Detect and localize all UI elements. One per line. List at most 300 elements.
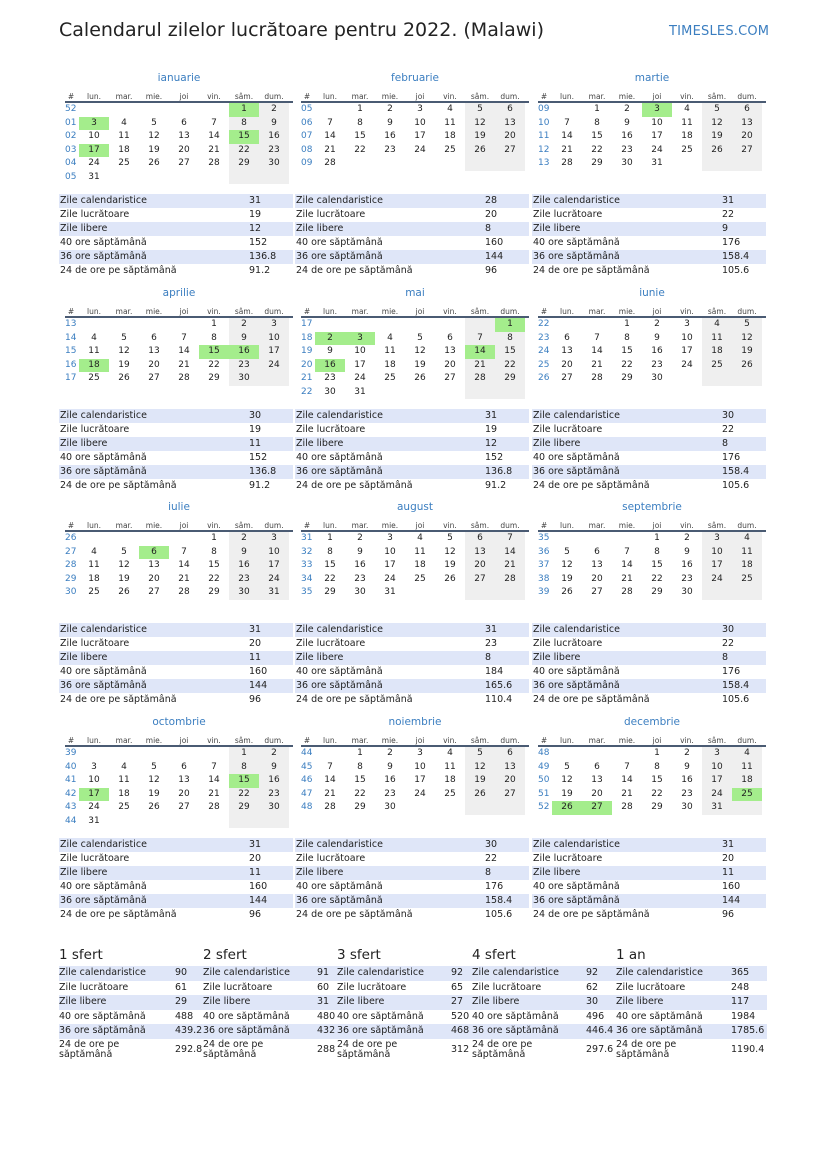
day-cell: 29 [229, 157, 259, 171]
day-cell: 11 [702, 332, 732, 346]
day-cell: 2 [229, 318, 259, 332]
week-number: 06 [301, 117, 313, 128]
day-cell: 21 [591, 359, 603, 370]
day-cell: 4 [447, 748, 453, 758]
week-number: 24 [538, 346, 550, 356]
week-number: 07 [301, 131, 313, 141]
day-cell: 18 [444, 775, 456, 785]
week-number: 29 [65, 573, 77, 584]
day-cell: 9 [684, 546, 690, 557]
stats-label: 24 de ore pe săptămână [296, 694, 413, 705]
empty-day-cell [79, 103, 109, 117]
day-cell: 21 [465, 359, 495, 373]
weekday-header: sâm. [234, 92, 254, 101]
stats-label: 36 ore săptămână [533, 466, 620, 477]
week-number: 01 [65, 117, 77, 128]
weekday-header: joi [179, 307, 189, 316]
day-cell: 16 [259, 774, 289, 788]
stats-label: Zile libere [296, 867, 344, 878]
day-cell: 18 [88, 573, 100, 584]
day-cell: 18 [732, 559, 762, 573]
weekday-header: joi [652, 92, 662, 101]
day-cell: 23 [324, 373, 336, 383]
day-cell: 7 [181, 332, 187, 343]
day-cell: 7 [327, 117, 333, 128]
day-cell: 29 [229, 801, 259, 815]
stats-label: Zile libere [533, 223, 581, 234]
day-cell: 5 [564, 546, 570, 557]
stats-row [532, 208, 766, 222]
weekday-header: joi [652, 521, 662, 530]
weekday-header: mar. [588, 92, 606, 101]
day-cell: 24 [702, 788, 732, 802]
empty-day-cell [672, 157, 702, 171]
week-row [65, 144, 293, 158]
day-cell: 21 [324, 788, 336, 799]
day-cell: 13 [444, 346, 456, 356]
week-row [301, 345, 529, 359]
day-cell: 20 [495, 774, 525, 788]
stats-row [59, 479, 293, 493]
stats-row [532, 866, 766, 880]
day-cell: 26 [414, 373, 426, 383]
day-cell: 23 [681, 788, 693, 799]
week-number: 31 [301, 533, 313, 543]
day-cell: 30 [259, 801, 289, 815]
stats-value: 176 [722, 452, 741, 463]
day-cell: 14 [495, 546, 525, 560]
holiday-day-cell: 26 [552, 801, 582, 815]
month-title: ianuarie [157, 72, 201, 84]
stats-label: Zile calendaristice [60, 195, 147, 206]
week-row [538, 318, 766, 332]
stats-row [59, 465, 293, 479]
stats-row [59, 409, 293, 423]
stats-value: 20 [485, 209, 498, 220]
summary-row [337, 1010, 481, 1025]
summary-value: 468 [451, 1025, 470, 1036]
weekday-header: mie. [145, 736, 163, 745]
week-number: 34 [301, 573, 313, 584]
weekday-header: vin. [680, 307, 694, 316]
summary-block [59, 944, 203, 1063]
week-row [538, 532, 766, 546]
summary-label: 36 ore săptămână [472, 1025, 559, 1036]
empty-day-cell [109, 747, 139, 761]
day-cell: 12 [118, 560, 130, 570]
day-cell: 20 [148, 359, 160, 370]
weekday-header-row [301, 734, 529, 747]
stats-value: 96 [722, 909, 735, 920]
week-number: 22 [538, 319, 550, 329]
week-number: 52 [65, 104, 77, 114]
day-cell: 13 [591, 775, 603, 785]
stats-value: 11 [722, 867, 735, 878]
day-cell: 14 [178, 560, 190, 570]
day-cell: 6 [594, 761, 600, 772]
day-cell: 17 [702, 774, 732, 788]
day-cell: 19 [732, 345, 762, 359]
day-cell: 1 [327, 533, 333, 543]
stats-value: 96 [249, 909, 262, 920]
week-number: 05 [65, 171, 77, 182]
stats-label: Zile libere [296, 652, 344, 663]
stats-value: 30 [485, 839, 498, 850]
day-cell: 27 [732, 144, 762, 158]
day-cell: 12 [732, 332, 762, 346]
week-number-header: # [67, 736, 75, 745]
stats-value: 110.4 [485, 694, 513, 705]
day-cell: 7 [181, 546, 187, 557]
empty-day-cell [199, 747, 229, 761]
stats-value: 20 [722, 853, 735, 864]
day-cell: 4 [684, 104, 690, 114]
stats-row [59, 651, 293, 665]
empty-day-cell [495, 801, 525, 815]
summary-value: 30 [586, 996, 599, 1007]
month-day-grid [538, 519, 766, 600]
weekday-header: dum. [500, 521, 520, 530]
stats-value: 105.6 [722, 694, 750, 705]
summary-value: 496 [586, 1010, 605, 1022]
weekday-header: lun. [560, 521, 574, 530]
weekday-header: dum. [264, 92, 284, 101]
week-row [301, 359, 529, 373]
week-number: 49 [538, 761, 550, 772]
summary-value: 488 [175, 1010, 194, 1022]
day-cell: 9 [624, 117, 630, 128]
summary-row [472, 1039, 616, 1063]
empty-day-cell [139, 747, 169, 761]
stats-row [532, 852, 766, 866]
day-cell: 12 [148, 131, 160, 141]
week-row [65, 332, 293, 346]
weekday-header: dum. [737, 521, 757, 530]
day-cell: 6 [495, 747, 525, 761]
week-number: 09 [301, 158, 313, 168]
summary-value: 432 [317, 1025, 336, 1036]
summary-label: 40 ore săptămână [59, 1010, 146, 1022]
day-cell: 26 [118, 587, 130, 597]
day-cell: 10 [702, 546, 732, 560]
day-cell: 2 [259, 103, 289, 117]
week-row [538, 157, 766, 171]
day-cell: 17 [414, 775, 426, 785]
week-number: 20 [301, 359, 313, 370]
week-row [65, 157, 293, 171]
stats-row [295, 236, 529, 250]
summary-row [337, 966, 481, 981]
day-cell: 20 [444, 359, 456, 370]
weekday-header: sâm. [707, 92, 727, 101]
day-cell: 14 [561, 131, 573, 141]
weekday-header: dum. [500, 307, 520, 316]
week-number: 15 [65, 346, 77, 356]
day-cell: 17 [681, 346, 693, 356]
month-stats-table [532, 838, 766, 922]
stats-label: 40 ore săptămână [60, 666, 147, 677]
stats-label: Zile calendaristice [60, 839, 147, 850]
stats-row [295, 908, 529, 922]
day-cell: 15 [354, 131, 366, 141]
summary-row [59, 966, 203, 981]
summary-value: 117 [731, 996, 750, 1007]
stats-label: 24 de ore pe săptămână [60, 480, 177, 491]
empty-day-cell [139, 171, 169, 185]
week-row [301, 559, 529, 573]
weekday-header: lun. [87, 736, 101, 745]
summary-title: 1 sfert [59, 947, 103, 963]
day-cell: 8 [495, 332, 525, 346]
stats-value: 30 [722, 624, 735, 635]
weekday-header: dum. [737, 736, 757, 745]
holiday-day-cell: 1 [229, 103, 259, 117]
summary-value: 520 [451, 1010, 470, 1022]
day-cell: 11 [732, 761, 762, 775]
day-cell: 2 [684, 748, 690, 758]
stats-row [532, 236, 766, 250]
week-row [65, 815, 293, 829]
empty-day-cell [345, 318, 375, 332]
weekday-header: vin. [443, 736, 457, 745]
empty-day-cell [199, 171, 229, 185]
day-cell: 1 [211, 533, 217, 543]
empty-day-cell [465, 157, 495, 171]
week-number: 22 [301, 386, 313, 397]
summary-label: Zile lucrătoare [203, 981, 273, 993]
week-number-header: # [67, 307, 75, 316]
week-row [538, 747, 766, 761]
summary-value: 27 [451, 996, 464, 1007]
weekday-header: lun. [560, 736, 574, 745]
day-cell: 11 [118, 131, 130, 141]
month-day-grid [65, 90, 293, 184]
weekday-header: mar. [351, 307, 369, 316]
summary-row [203, 1010, 347, 1025]
day-cell: 7 [465, 332, 495, 346]
day-cell: 7 [211, 117, 217, 128]
day-cell: 27 [148, 373, 160, 383]
week-number: 32 [301, 546, 313, 557]
day-cell: 6 [495, 103, 525, 117]
day-cell: 5 [702, 103, 732, 117]
summary-label: 24 de ore pe săptămână [616, 1038, 677, 1060]
day-cell: 9 [259, 117, 289, 131]
week-number-header: # [303, 307, 311, 316]
day-cell: 19 [465, 130, 495, 144]
weekday-header-row [538, 734, 766, 747]
day-cell: 14 [591, 346, 603, 356]
day-cell: 25 [118, 158, 130, 168]
week-row [301, 788, 529, 802]
week-number: 51 [538, 788, 550, 799]
empty-day-cell [315, 747, 345, 761]
stats-row [295, 479, 529, 493]
day-cell: 7 [594, 332, 600, 343]
week-row [65, 117, 293, 131]
summary-label: Zile lucrătoare [337, 981, 407, 993]
day-cell: 9 [327, 346, 333, 356]
day-cell: 10 [259, 332, 289, 346]
weekday-header: mie. [381, 521, 399, 530]
day-cell: 16 [621, 131, 633, 141]
week-number: 17 [301, 319, 313, 329]
day-cell: 31 [702, 801, 732, 815]
day-cell: 28 [324, 802, 336, 812]
stats-label: 24 de ore pe săptămână [533, 480, 650, 491]
day-cell: 30 [384, 802, 396, 812]
day-cell: 7 [624, 546, 630, 557]
day-cell: 30 [229, 586, 259, 600]
stats-label: Zile lucrătoare [296, 209, 366, 220]
summary-label: 24 de ore pe săptămână [472, 1038, 533, 1060]
week-number: 35 [538, 533, 550, 543]
month-title: octombrie [152, 716, 206, 728]
week-number: 50 [538, 775, 550, 785]
stats-value: 160 [485, 237, 504, 248]
stats-row [59, 623, 293, 637]
day-cell: 4 [91, 546, 97, 557]
stats-row [295, 866, 529, 880]
empty-day-cell [259, 372, 289, 386]
stats-row [295, 838, 529, 852]
summary-label: Zile lucrătoare [472, 981, 542, 993]
weekday-header-row [65, 734, 293, 747]
empty-day-cell [169, 815, 199, 829]
day-cell: 8 [327, 546, 333, 557]
empty-day-cell [582, 747, 612, 761]
day-cell: 13 [148, 560, 160, 570]
day-cell: 5 [564, 761, 570, 772]
day-cell: 15 [495, 345, 525, 359]
day-cell: 31 [354, 386, 366, 397]
day-cell: 8 [654, 761, 660, 772]
day-cell: 29 [208, 373, 220, 383]
weekday-header: mar. [115, 92, 133, 101]
weekday-header: sâm. [470, 92, 490, 101]
day-cell: 12 [561, 775, 573, 785]
stats-row [59, 838, 293, 852]
day-cell: 14 [621, 560, 633, 570]
summary-value: 292.8 [175, 1043, 203, 1055]
week-number: 40 [65, 761, 77, 772]
day-cell: 5 [465, 747, 495, 761]
month-title: decembrie [624, 716, 680, 728]
day-cell: 17 [414, 131, 426, 141]
day-cell: 12 [702, 117, 732, 131]
stats-row [295, 423, 529, 437]
day-cell: 14 [208, 131, 220, 141]
day-cell: 19 [561, 573, 573, 584]
week-row [301, 318, 529, 332]
day-cell: 2 [654, 319, 660, 329]
stats-row [532, 651, 766, 665]
day-cell: 3 [702, 532, 732, 546]
stats-row [59, 665, 293, 679]
summary-value: 91 [317, 967, 330, 978]
day-cell: 18 [414, 560, 426, 570]
day-cell: 9 [387, 761, 393, 772]
day-cell: 27 [148, 587, 160, 597]
stats-value: 152 [485, 452, 504, 463]
stats-row [532, 423, 766, 437]
empty-day-cell [199, 815, 229, 829]
empty-day-cell [375, 386, 405, 400]
day-cell: 9 [684, 761, 690, 772]
week-number-header: # [303, 92, 311, 101]
stats-row [295, 623, 529, 637]
summary-row [59, 1024, 203, 1039]
day-cell: 26 [561, 587, 573, 597]
weekday-header: sâm. [470, 736, 490, 745]
day-cell: 28 [621, 802, 633, 812]
summary-label: 36 ore săptămână [337, 1025, 424, 1036]
day-cell: 21 [621, 573, 633, 584]
week-number: 11 [538, 131, 550, 141]
empty-day-cell [405, 801, 435, 815]
summary-label: 36 ore săptămână [59, 1025, 146, 1036]
weekday-header: dum. [264, 521, 284, 530]
summary-value: 446.4 [586, 1025, 614, 1036]
summary-row [203, 1039, 347, 1063]
week-number: 41 [65, 775, 77, 785]
weekday-header: mar. [588, 736, 606, 745]
empty-day-cell [405, 386, 435, 400]
day-cell: 13 [465, 546, 495, 560]
holiday-day-cell: 6 [139, 546, 169, 560]
stats-label: 24 de ore pe săptămână [533, 265, 650, 276]
day-cell: 5 [417, 332, 423, 343]
day-cell: 21 [178, 359, 190, 370]
week-number: 18 [301, 332, 313, 343]
day-cell: 26 [702, 144, 732, 158]
week-number: 30 [65, 587, 77, 597]
day-cell: 10 [88, 131, 100, 141]
week-number: 02 [65, 131, 77, 141]
month-title: martie [634, 72, 670, 84]
stats-row [59, 222, 293, 236]
week-number: 45 [301, 761, 313, 772]
day-cell: 16 [651, 346, 663, 356]
stats-row [532, 838, 766, 852]
day-cell: 8 [211, 332, 217, 343]
empty-day-cell [229, 815, 259, 829]
summary-row [203, 995, 347, 1010]
day-cell: 10 [88, 775, 100, 785]
stats-label: 36 ore săptămână [60, 466, 147, 477]
stats-row [295, 208, 529, 222]
summary-row [616, 966, 767, 981]
day-cell: 23 [354, 573, 366, 584]
week-number: 08 [301, 144, 313, 155]
day-cell: 27 [591, 587, 603, 597]
brand-link[interactable]: TIMESLES.COM [669, 24, 770, 39]
day-cell: 2 [387, 748, 393, 758]
weekday-header: vin. [443, 307, 457, 316]
day-cell: 27 [178, 802, 190, 812]
day-cell: 22 [591, 144, 603, 155]
stats-label: Zile libere [60, 223, 108, 234]
summary-label: Zile libere [59, 996, 107, 1007]
day-cell: 25 [88, 373, 100, 383]
day-cell: 5 [151, 761, 157, 772]
day-cell: 3 [684, 319, 690, 329]
day-cell: 22 [621, 359, 633, 370]
day-cell: 22 [229, 788, 259, 802]
stats-label: 40 ore săptămână [296, 452, 383, 463]
day-cell: 19 [118, 359, 130, 370]
weekday-header: mar. [351, 92, 369, 101]
